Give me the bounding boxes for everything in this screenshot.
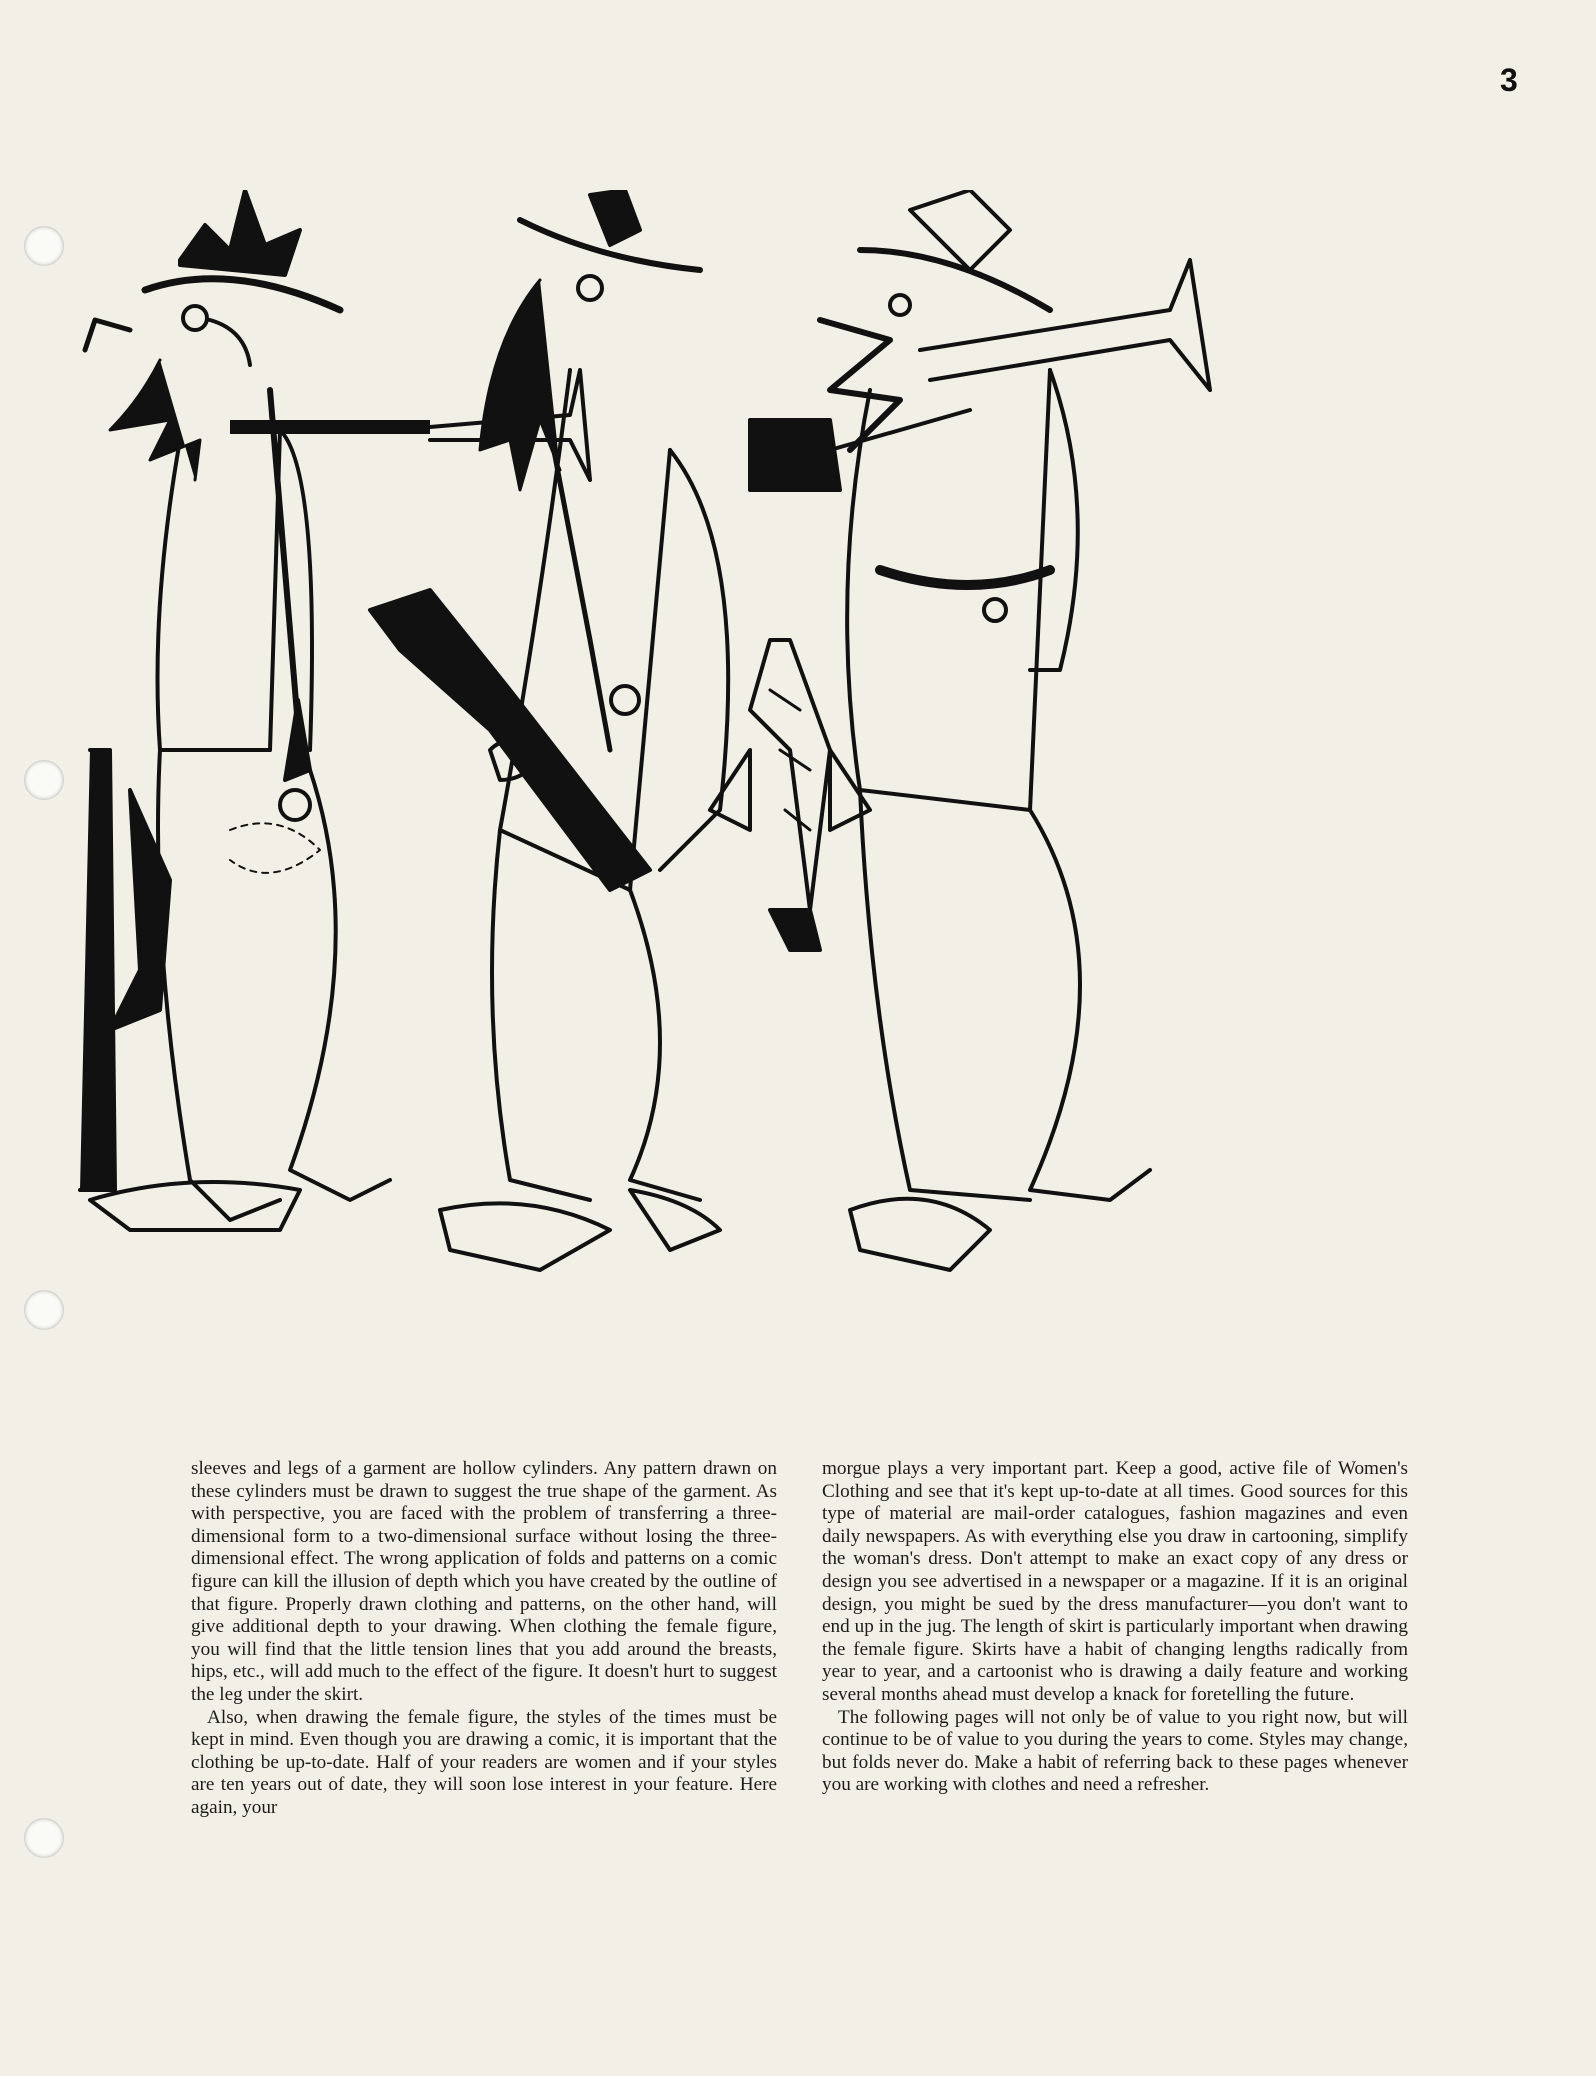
hunter-figure-middle (370, 190, 728, 1270)
right-column (822, 1458, 1408, 1797)
paragraph: Also, when drawing the female figure, the styles of the times must be kept in mind. Even though you are drawing a comic, it is important that the clothing be up-to-date. Half of your readers are women and if your styles are ten years out of date, they will soon lose interest in your feature. Here again, your (191, 1706, 777, 1818)
three-hillbilly-hunters-illustration (70, 190, 1530, 1350)
page-number: 3 (1500, 62, 1518, 98)
paragraph: sleeves and legs of a garment are hollow cylinders. Any pattern drawn on these cylinders must be drawn to suggest the true shape of the garment. As with perspective, you are faced with the problem of transferring a three-dimensional form to a two-dimensional surface without losing the three-dimensional effect. The wrong application of folds and patterns on a comic figure can kill the illusion of depth which you have created by the outline of that figure. Properly drawn clothing and patterns, on the other hand, will give additional depth to your drawing. When clothing the female figure, you will find that the little tension lines that you add around the breasts, hips, etc., will add much to the effect of the figure. It doesn't hurt to suggest the leg under the skirt. (191, 1458, 777, 1705)
hunter-figure-right (710, 190, 1210, 1270)
paragraph: morgue plays a very important part. Keep a good, active file of Women's Clothing and see that it's kept up-to-date at all times. Good sources for this type of material are mail-order catalogues, fashion magazines and even daily newspapers. As with everything else you draw in cartooning, simplify the woman's dress. Don't attempt to make an exact copy of any dress or design you see advertised in a newspaper or a magazine. If it is an original design, you might be sued by the dress manufacturer—you don't want to end up in the jug. The length of skirt is particularly important when drawing the female figure. Skirts have a habit of changing lengths radically from year to year, and a cartoonist who is drawing a daily feature and working several months ahead must develop a knack for foretelling the future. (822, 1458, 1408, 1705)
paragraph: The following pages will not only be of value to you right now, but will continue to be of value to you during the years to come. Styles may change, but folds never do. Make a habit of referring back to these pages whenever you are working with clothes and need a refresher. (822, 1706, 1408, 1796)
punch-hole (24, 1818, 64, 1858)
punch-hole (24, 1290, 64, 1330)
left-column (191, 1458, 777, 1820)
punch-hole (24, 226, 64, 266)
punch-hole (24, 760, 64, 800)
